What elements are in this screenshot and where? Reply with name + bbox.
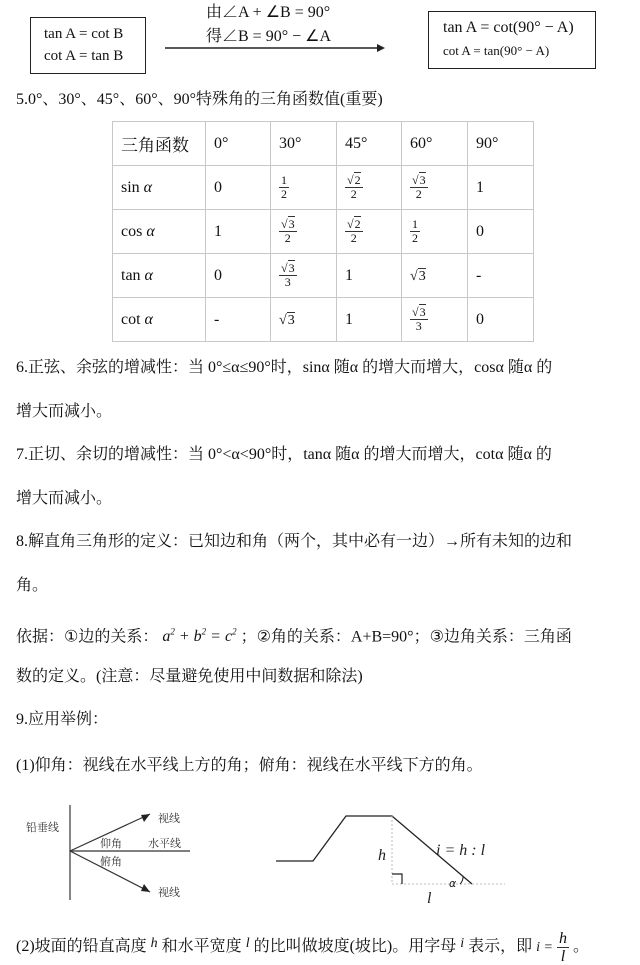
depression-angle-label: 俯角 <box>100 855 122 868</box>
height-label: h <box>378 847 386 864</box>
formula-tan-cot-90: tan A = cot(90° − A) <box>443 19 574 36</box>
formula-cot-tan: cot A = tan B <box>44 48 124 64</box>
arrow-label-bottom: 得∠B = 90° − ∠A <box>206 28 332 45</box>
slope-denominator: l <box>560 948 566 965</box>
bottom-sight-label: 视线 <box>158 886 180 899</box>
table-cell: √3 <box>271 298 337 342</box>
table-cell: 1 <box>468 166 534 210</box>
table-row <box>113 298 534 342</box>
table-cell: 1 <box>337 298 402 342</box>
table-cell: - <box>468 254 534 298</box>
func-name: cos α <box>113 210 206 254</box>
formula-cot-tan-90: cot A = tan(90° − A) <box>443 43 550 58</box>
section9-item1: (1)仰角：视线在水平线上方的角；俯角：视线在水平线下方的角。 <box>16 757 483 774</box>
item2-text-a: (2)坡面的铅直高度 <box>16 938 147 956</box>
length-label: l <box>427 890 432 907</box>
table-cell: √3 <box>402 254 468 298</box>
table-header-row <box>113 122 534 166</box>
basis-pythagorean: $a^2 + b^2 = c^2$ <box>162 627 237 646</box>
table-header: 30° <box>271 122 337 166</box>
formula-tan-cot: tan A = cot B <box>44 26 124 42</box>
table-cell: 0 <box>468 298 534 342</box>
table-cell: 1 <box>206 210 271 254</box>
slope-numerator: h <box>559 930 567 947</box>
special-angles-table <box>112 121 534 342</box>
slope-diagram <box>270 805 520 915</box>
section7-line2: 增大而减小。 <box>16 490 113 507</box>
table-cell: $\frac{√3}{2}$ <box>271 210 337 254</box>
table-cell: $\frac{√2}{2}$ <box>337 210 402 254</box>
item2-var-h: h <box>150 936 158 952</box>
cofunction-left-box <box>30 17 146 74</box>
table-cell: $\frac{√2}{2}$ <box>337 166 402 210</box>
slope-formula <box>536 930 573 965</box>
table-cell: $\frac{√3}{3}$ <box>271 254 337 298</box>
angle-label: α <box>449 877 457 890</box>
arrow-label-top: 由∠A + ∠B = 90° <box>206 4 331 21</box>
section5-title: 5.0°、30°、45°、60°、90°特殊角的三角函数值(重要) <box>16 91 383 108</box>
table-header: 90° <box>468 122 534 166</box>
table-header: 三角函数 <box>113 122 206 166</box>
cofunction-right-box <box>428 11 596 69</box>
top-sight-label: 视线 <box>158 812 180 825</box>
table-row <box>113 166 534 210</box>
item2-text-b: 和水平宽度 <box>161 938 242 956</box>
section6-line2: 增大而减小。 <box>16 403 113 420</box>
item2-var-i: i <box>460 936 465 952</box>
section8-line1: 8.解直角三角形的定义：已知边和角（两个，其中必有一边）→所有未知的边和 <box>16 533 573 550</box>
table-cell: $\frac{√3}{2}$ <box>402 166 468 210</box>
table-header: 60° <box>402 122 468 166</box>
func-name: tan α <box>113 254 206 298</box>
table-row <box>113 210 534 254</box>
basis-prefix: 依据：①边的关系： <box>16 628 159 646</box>
table-cell: 1 <box>337 254 402 298</box>
table-cell: $\frac{√3}{3}$ <box>402 298 468 342</box>
item2-end: 。 <box>573 938 590 956</box>
item2-var-l: l <box>245 936 250 952</box>
table-cell: 0 <box>206 166 271 210</box>
elevation-angle-label: 仰角 <box>100 837 122 850</box>
horizontal-line-label: 水平线 <box>148 837 181 850</box>
table-cell: - <box>206 298 271 342</box>
table-header: 45° <box>337 122 402 166</box>
vertical-line-label: 铅垂线 <box>26 821 59 834</box>
section7-line1: 7.正切、余切的增减性：当 0°<α<90°时，tanα 随α 的增大而增大，cotα 随α 的 <box>16 446 552 463</box>
item2-text-d: 表示，即 <box>468 938 533 956</box>
basis-line2: 数的定义。(注意：尽量避免使用中间数据和除法) <box>16 668 363 685</box>
basis-middle: ；②角的关系：A+B=90°；③边角关系：三角函 <box>240 628 572 646</box>
ratio-label: i = h : l <box>436 842 486 859</box>
func-name: sin α <box>113 166 206 210</box>
table-cell: 0 <box>468 210 534 254</box>
elevation-depression-diagram <box>20 795 220 905</box>
table-cell: $\frac{1}{2}$ <box>271 166 337 210</box>
func-name: cot α <box>113 298 206 342</box>
section6-line1: 6.正弦、余弦的增减性：当 0°≤α≤90°时，sinα 随α 的增大而增大，cosα 随α 的 <box>16 359 553 376</box>
section9-item2 <box>16 930 589 965</box>
slope-fraction <box>557 930 569 965</box>
basis-line1 <box>16 621 572 648</box>
section8-line2: 角。 <box>16 577 49 594</box>
section9-title: 9.应用举例： <box>16 711 109 728</box>
table-cell: 0 <box>206 254 271 298</box>
table-cell: $\frac{1}{2}$ <box>402 210 468 254</box>
table-row <box>113 254 534 298</box>
table-header: 0° <box>206 122 271 166</box>
slope-formula-lhs: i = <box>536 940 553 956</box>
item2-text-c: 的比叫做坡度(坡比)。用字母 <box>253 938 457 956</box>
right-arrow-icon <box>165 42 385 54</box>
